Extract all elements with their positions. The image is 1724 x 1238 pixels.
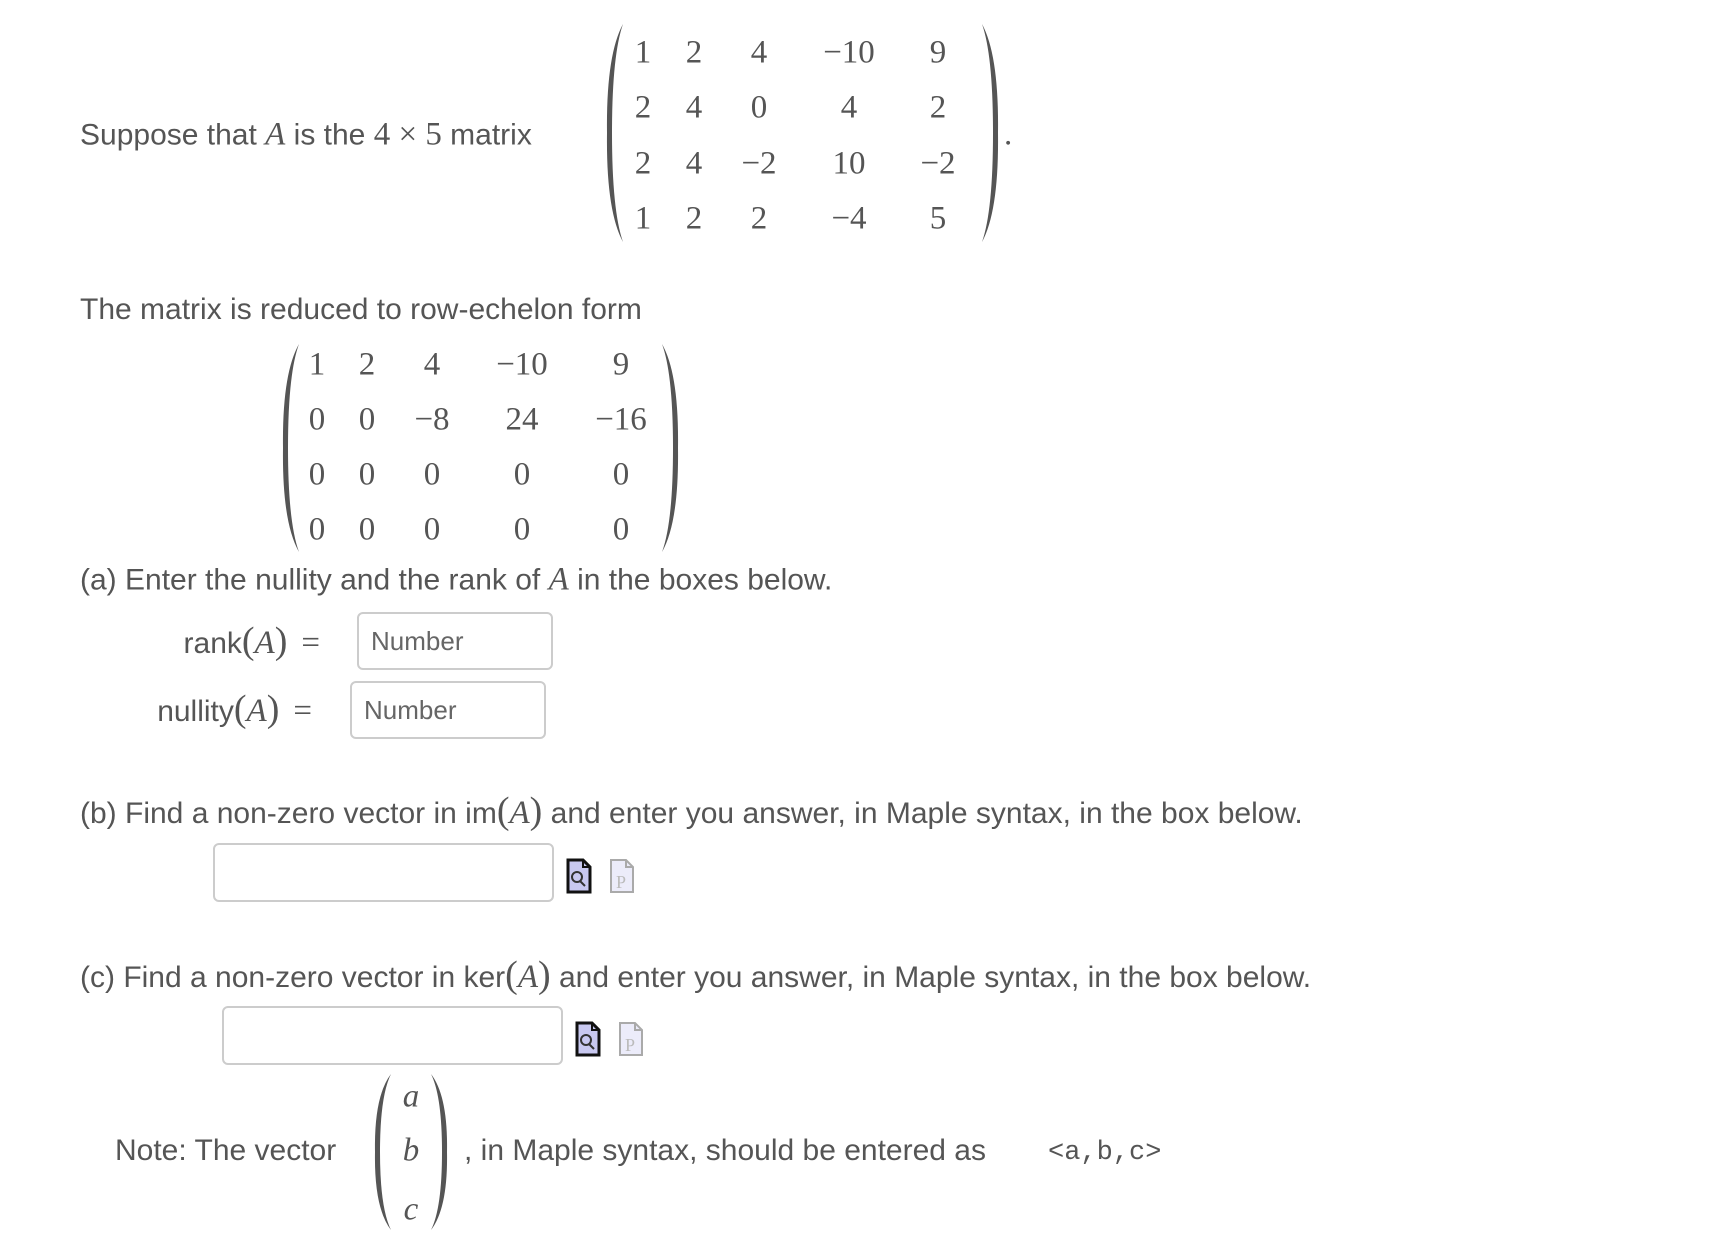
part-c-prefix: (c) Find a non-zero vector in ker: [80, 961, 506, 994]
matrix-a-cell: 5: [929, 200, 947, 237]
matrix-a-cell: 4: [685, 145, 703, 182]
matrix-r-cell: 0: [612, 456, 630, 493]
matrix-r-cell: 1: [308, 346, 326, 383]
matrix-r-cell: 0: [513, 511, 531, 548]
matrix-a-cell: 2: [634, 89, 652, 126]
matrix-a-cell: −2: [920, 145, 956, 182]
matrix-r-cell: 0: [308, 401, 326, 438]
left-paren: [371, 1072, 395, 1232]
matrix-a-cell: 2: [685, 200, 703, 237]
matrix-r-cell: 24: [505, 401, 539, 438]
right-paren: [427, 1072, 451, 1232]
right-paren: [978, 22, 1002, 244]
intro-dims: 4 × 5: [373, 116, 442, 153]
matrix-a-cell: 4: [840, 89, 858, 126]
left-paren: [279, 342, 303, 554]
paren: ): [274, 620, 288, 662]
matrix-r-cell: 0: [358, 456, 376, 493]
matrix-r-cell: 0: [423, 456, 441, 493]
matrix-r-cell: 0: [423, 511, 441, 548]
paren: ): [529, 790, 543, 832]
matrix-a-cell: 2: [685, 34, 703, 71]
part-b-text: [80, 789, 1303, 833]
part-b-prefix: (b) Find a non-zero vector in im: [80, 797, 497, 830]
matrix-r-cell: 0: [513, 456, 531, 493]
matrix-a-cell: 1: [634, 200, 652, 237]
image-vector-input[interactable]: [213, 843, 554, 902]
paren: (: [233, 688, 247, 730]
matrix-a-cell: −2: [741, 145, 777, 182]
part-c-suffix: and enter you answer, in Maple syntax, in the box below.: [550, 961, 1312, 994]
part-b-suffix: and enter you answer, in Maple syntax, in the box below.: [542, 797, 1303, 830]
var-a: A: [509, 795, 530, 831]
equals: =: [301, 625, 320, 661]
nullity-input[interactable]: [350, 681, 546, 739]
var-a: A: [254, 625, 275, 661]
part-a-text: [80, 562, 832, 599]
preview-icon[interactable]: [575, 1021, 601, 1057]
intro-text: [80, 117, 532, 154]
period: .: [1004, 116, 1013, 153]
svg-text:P: P: [625, 1035, 636, 1055]
part-a-prefix: (a) Enter the nullity and the rank of: [80, 563, 549, 597]
var-a: A: [265, 116, 286, 153]
matrix-r-cell: 0: [308, 456, 326, 493]
matrix-r-cell: 0: [308, 511, 326, 548]
svg-text:P: P: [616, 872, 627, 892]
nullity-label: [157, 687, 312, 731]
note-middle: , in Maple syntax, should be entered as: [464, 1134, 986, 1167]
matrix-a-cell: 9: [929, 34, 947, 71]
matrix-r-cell: 0: [358, 511, 376, 548]
matrix-a-cell: 4: [750, 34, 768, 71]
vector-entry: b: [402, 1132, 420, 1169]
intro-middle: is the: [285, 118, 374, 152]
paren: (: [496, 790, 510, 832]
matrix-r-cell: −8: [414, 401, 450, 438]
left-paren: [603, 22, 627, 244]
vector-entry: c: [403, 1191, 419, 1228]
matrix-a-cell: 2: [929, 89, 947, 126]
paren: (: [505, 954, 518, 996]
var-a: A: [517, 959, 538, 995]
vector-entry: a: [402, 1078, 420, 1115]
matrix-a-cell: 1: [634, 34, 652, 71]
part-a-suffix: in the boxes below.: [568, 563, 833, 597]
matrix-a-cell: 0: [750, 89, 768, 126]
matrix-r-cell: 0: [612, 511, 630, 548]
matrix-a-cell: 4: [685, 89, 703, 126]
preview-icon[interactable]: [566, 858, 592, 894]
intro-prefix: Suppose that: [80, 118, 266, 152]
matrix-r-cell: 4: [423, 346, 441, 383]
matrix-r-cell: −10: [496, 346, 548, 383]
note-code: <a,b,c>: [1048, 1138, 1162, 1168]
matrix-a-cell: 2: [634, 145, 652, 182]
var-a: A: [548, 561, 569, 598]
matrix-r-cell: 2: [358, 346, 376, 383]
paren: ): [266, 688, 280, 730]
maple-help-icon[interactable]: [618, 1021, 644, 1057]
rank-input[interactable]: [357, 612, 553, 670]
equals: =: [293, 693, 312, 729]
kernel-vector-input[interactable]: [222, 1006, 563, 1065]
part-c-text: [80, 953, 1311, 997]
matrix-a-cell: 2: [750, 200, 768, 237]
matrix-a-cell: −4: [831, 200, 867, 237]
matrix-a-cell: −10: [823, 34, 875, 71]
intro-suffix: matrix: [441, 118, 532, 152]
matrix-a-cell: 10: [832, 145, 866, 182]
maple-help-icon[interactable]: [609, 858, 635, 894]
var-a: A: [246, 693, 267, 729]
rank-label: [184, 619, 320, 663]
right-paren: [658, 342, 682, 554]
matrix-r-cell: 9: [612, 346, 630, 383]
matrix-r-cell: 0: [358, 401, 376, 438]
matrix-r-cell: −16: [595, 401, 647, 438]
reduced-text: The matrix is reduced to row-echelon form: [80, 293, 642, 326]
rank-word: rank: [183, 627, 242, 660]
note-prefix: Note: The vector: [115, 1134, 337, 1167]
paren: (: [241, 620, 255, 662]
nullity-word: nullity: [157, 695, 234, 728]
paren: ): [537, 954, 551, 996]
